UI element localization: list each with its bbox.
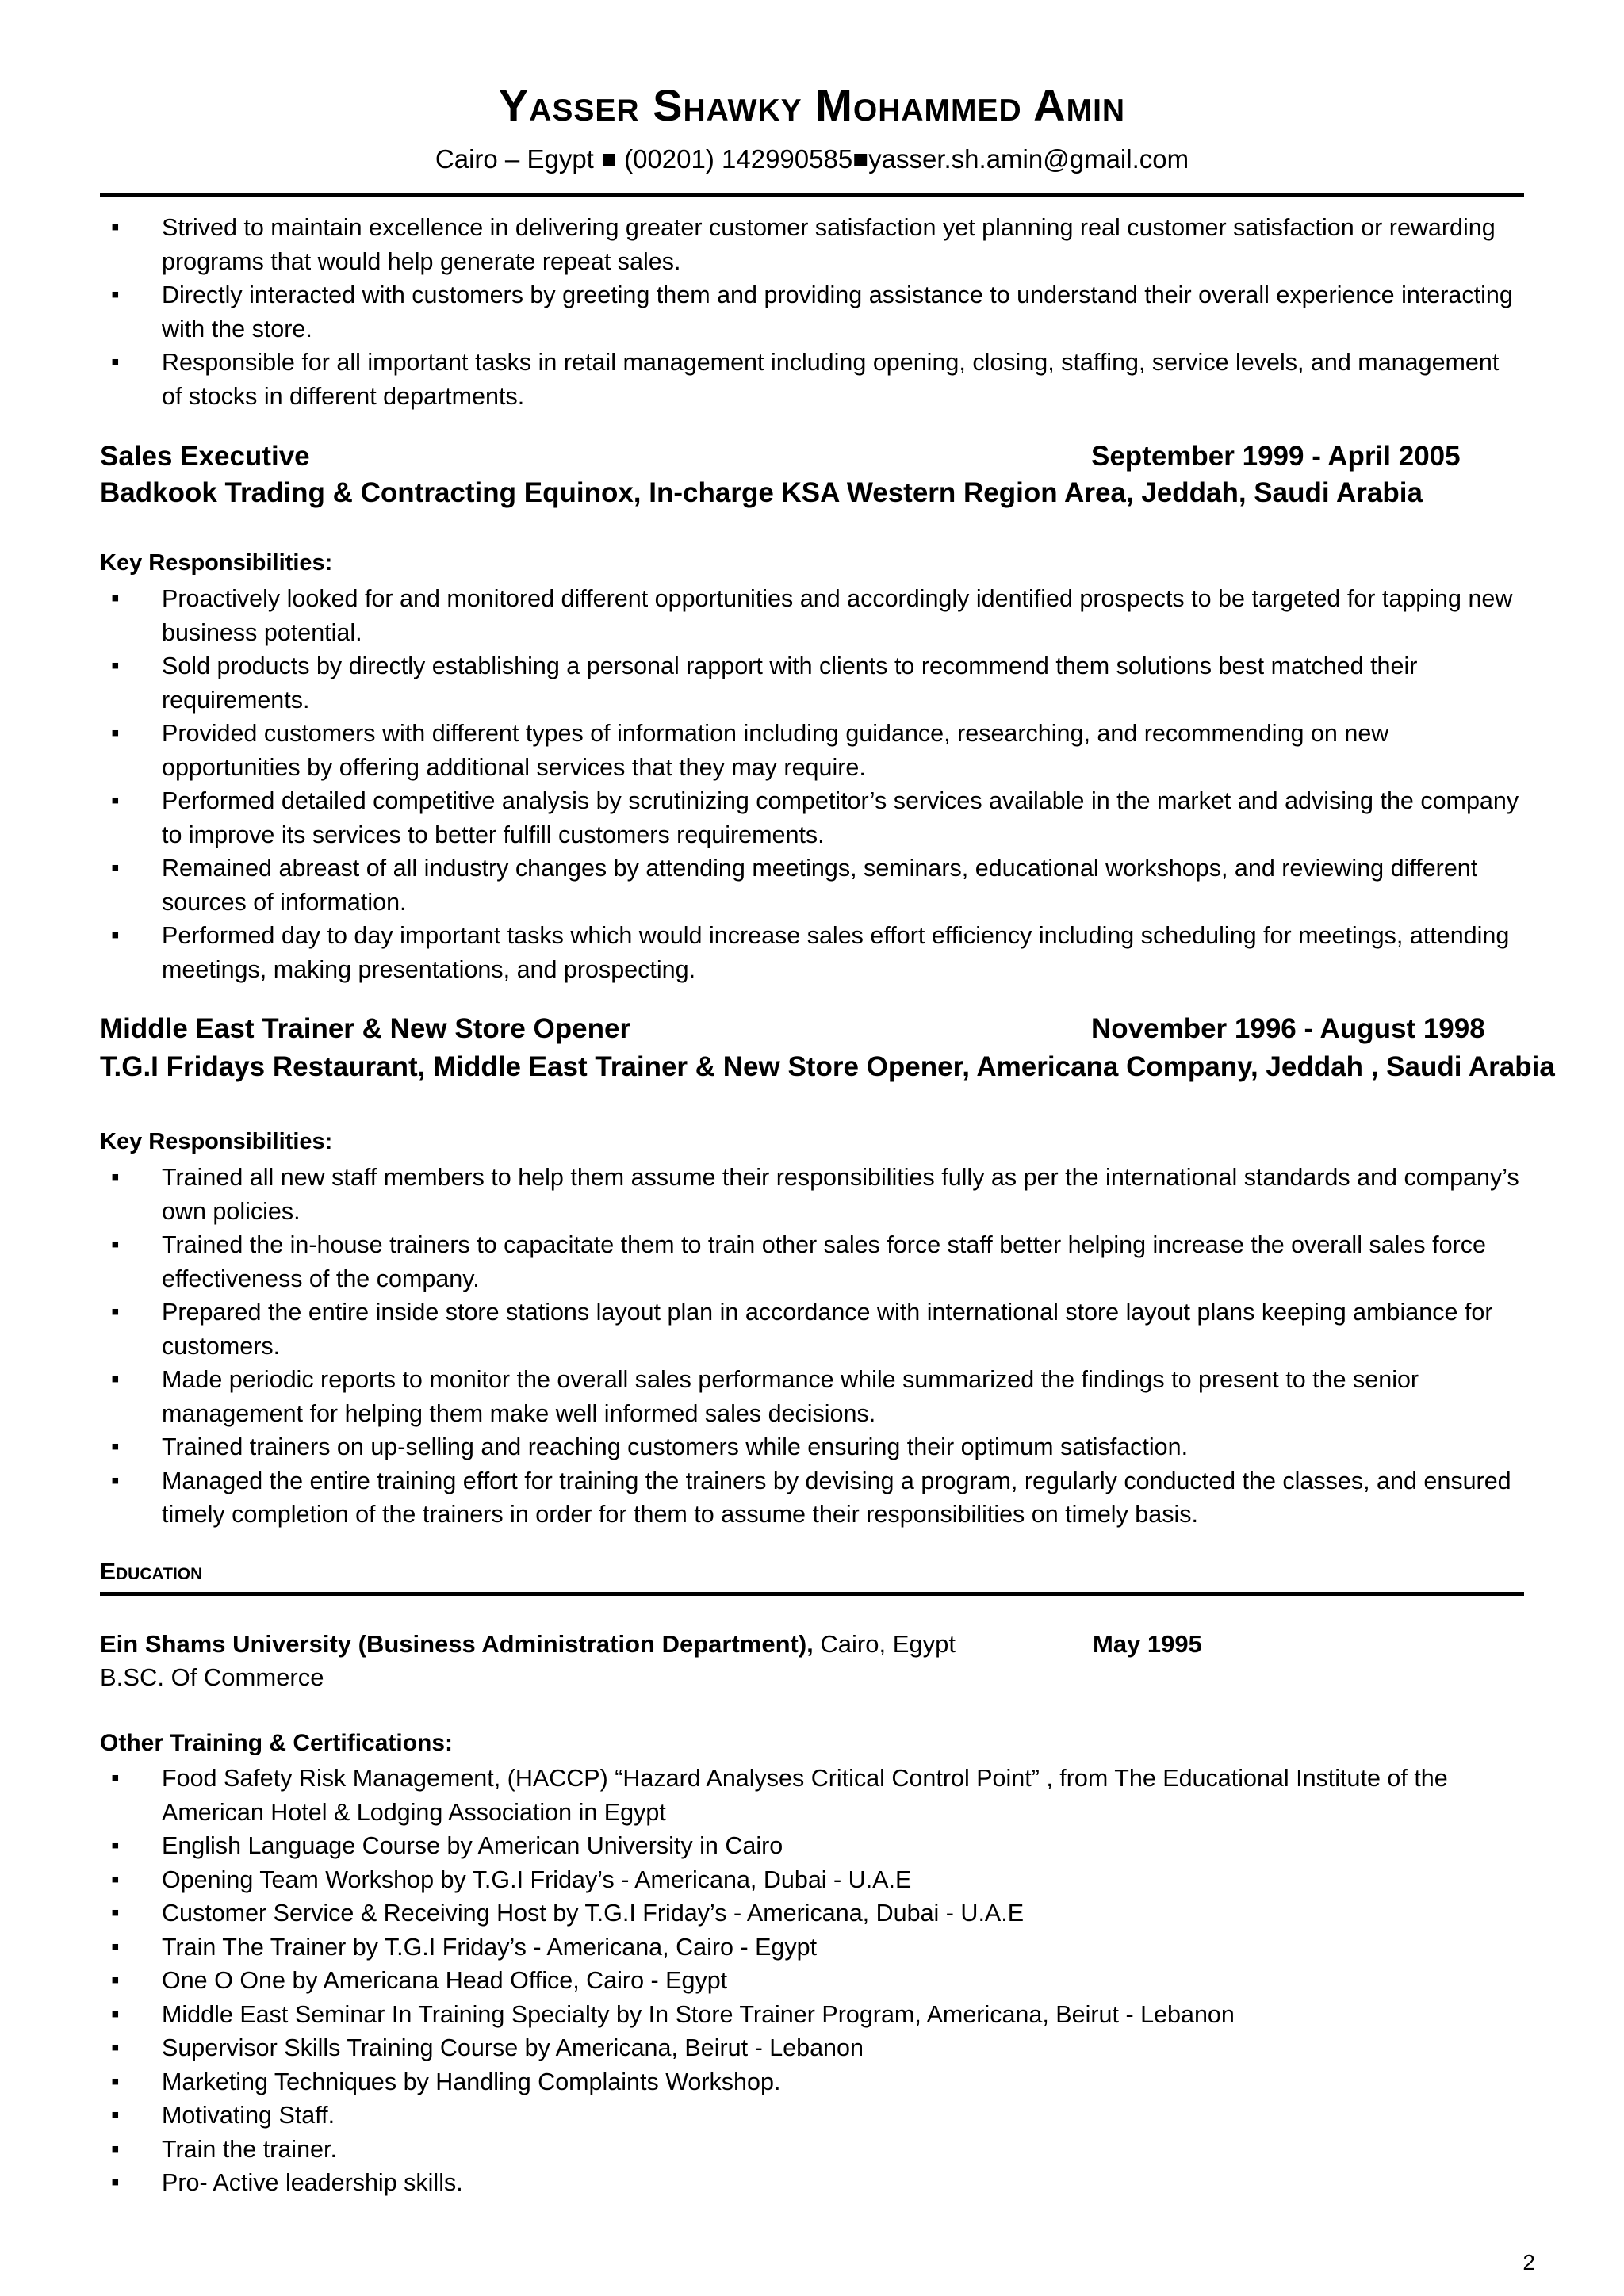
list-item: ▪ Proactively looked for and monitored different opportunities and accordingly identified prospects to be targeted for tapping new business potential. (100, 582, 1524, 649)
list-item: ▪ One O One by Americana Head Office, Cairo - Egypt (100, 1964, 1524, 1998)
list-item: ▪ Directly interacted with customers by greeting them and providing assistance to understand their overall experience interacting with the store. (100, 278, 1524, 346)
list-item: ▪ Marketing Techniques by Handling Complaints Workshop. (100, 2065, 1524, 2099)
list-item: ▪ Train The Trainer by T.G.I Friday’s - Americana, Cairo - Egypt (100, 1931, 1524, 1965)
job1-title: Sales Executive (100, 441, 310, 472)
job1-bullet-list (100, 582, 1524, 986)
job1-dates: September 1999 - April 2005 (1091, 441, 1461, 472)
intro-bullet-list (100, 211, 1524, 413)
education-entry (100, 1630, 1524, 1659)
graduation-date: May 1995 (1093, 1630, 1202, 1658)
list-item: ▪ Trained trainers on up-selling and reaching customers while ensuring their optimum satisfaction. (100, 1430, 1524, 1464)
list-item: ▪ Trained the in-house trainers to capacitate them to train other sales force staff better helping increase the overall sales force effectiveness of the company. (100, 1228, 1524, 1295)
list-item: ▪ Middle East Seminar In Training Specialty by In Store Trainer Program, Americana, Beirut - Lebanon (100, 1998, 1524, 2032)
job2-company: T.G.I Fridays Restaurant, Middle East Trainer & New Store Opener, Americana Company, Jeddah , Saudi Arabia (100, 1051, 1555, 1082)
education-heading: Education (100, 1559, 203, 1585)
list-item: ▪ Responsible for all important tasks in retail management including opening, closing, staffing, service levels, and management of stocks in different departments. (100, 346, 1524, 413)
list-item: ▪ Train the trainer. (100, 2133, 1524, 2167)
list-item: ▪ English Language Course by American University in Cairo (100, 1829, 1524, 1863)
job2-responsibilities-label: Key Responsibilities: (100, 1129, 333, 1154)
training-block (100, 1762, 1524, 2200)
list-item: ▪ Customer Service & Receiving Host by T.G.I Friday’s - Americana, Dubai - U.A.E (100, 1896, 1524, 1931)
training-label: Other Training & Certifications: (100, 1730, 454, 1756)
list-item: ▪ Strived to maintain excellence in delivering greater customer satisfaction yet planning real customer satisfaction or rewarding programs that would help generate repeat sales. (100, 211, 1524, 278)
job1-responsibilities-label: Key Responsibilities: (100, 550, 333, 576)
intro-bullets-block (100, 211, 1524, 413)
header-divider (100, 193, 1524, 197)
page-number: 2 (1522, 2250, 1535, 2275)
contact-line: Cairo – Egypt ■ (00201) 142990585■yasser.sh.amin@gmail.com (435, 144, 1189, 174)
list-item: ▪ Supervisor Skills Training Course by Americana, Beirut - Lebanon (100, 2031, 1524, 2065)
job1-company: Badkook Trading & Contracting Equinox, In-charge KSA Western Region Area, Jeddah, Saudi Arabia (100, 477, 1423, 508)
list-item: ▪ Trained all new staff members to help them assume their responsibilities fully as per the international standards and company’s own policies. (100, 1161, 1524, 1228)
job1-header (100, 441, 1524, 477)
list-item: ▪ Opening Team Workshop by T.G.I Friday’s - Americana, Dubai - U.A.E (100, 1863, 1524, 1897)
degree: B.SC. Of Commerce (100, 1663, 324, 1691)
list-item: ▪ Remained abreast of all industry changes by attending meetings, seminars, educational workshops, and reviewing different sources of information. (100, 851, 1524, 919)
job1-bullets-block (100, 582, 1524, 986)
job2-title: Middle East Trainer & New Store Opener (100, 1013, 631, 1044)
list-item: ▪ Motivating Staff. (100, 2099, 1524, 2133)
job2-dates: November 1996 - August 1998 (1091, 1013, 1485, 1044)
job2-bullets-block (100, 1161, 1524, 1532)
list-item: ▪ Managed the entire training effort for training the trainers by devising a program, regularly conducted the classes, and ensured timely completion of the trainers in order for them to assume their responsibilities on timely basis. (100, 1464, 1524, 1532)
university-name: Ein Shams University (Business Administration Department), (100, 1630, 814, 1658)
list-item: ▪ Sold products by directly establishing a personal rapport with clients to recommend them solutions best matched their requirements. (100, 649, 1524, 717)
list-item: ▪ Food Safety Risk Management, (HACCP) “Hazard Analyses Critical Control Point” , from The Educational Institute of the American Hotel & Lodging Association in Egypt (100, 1762, 1524, 1829)
list-item: ▪ Made periodic reports to monitor the overall sales performance while summarized the findings to present to the senior management for helping them make well informed sales decisions. (100, 1363, 1524, 1430)
training-list (100, 1762, 1524, 2200)
job2-header (100, 1013, 1524, 1050)
candidate-name: Yasser Shawky Mohammed Amin (498, 80, 1126, 130)
job2-bullet-list (100, 1161, 1524, 1532)
list-item: ▪ Performed detailed competitive analysis by scrutinizing competitor’s services available in the market and advising the company to improve its services to better fulfill customers requirements. (100, 784, 1524, 851)
list-item: ▪ Performed day to day important tasks which would increase sales effort efficiency including scheduling for meetings, attending meetings, making presentations, and prospecting. (100, 919, 1524, 986)
list-item: ▪ Pro- Active leadership skills. (100, 2166, 1524, 2200)
university-location: Cairo, Egypt (813, 1630, 956, 1658)
education-divider (100, 1592, 1524, 1596)
list-item: ▪ Prepared the entire inside store stations layout plan in accordance with international store layout plans keeping ambiance for customers. (100, 1295, 1524, 1363)
list-item: ▪ Provided customers with different types of information including guidance, researching, and recommending on new opportunities by offering additional services that they may require. (100, 717, 1524, 784)
